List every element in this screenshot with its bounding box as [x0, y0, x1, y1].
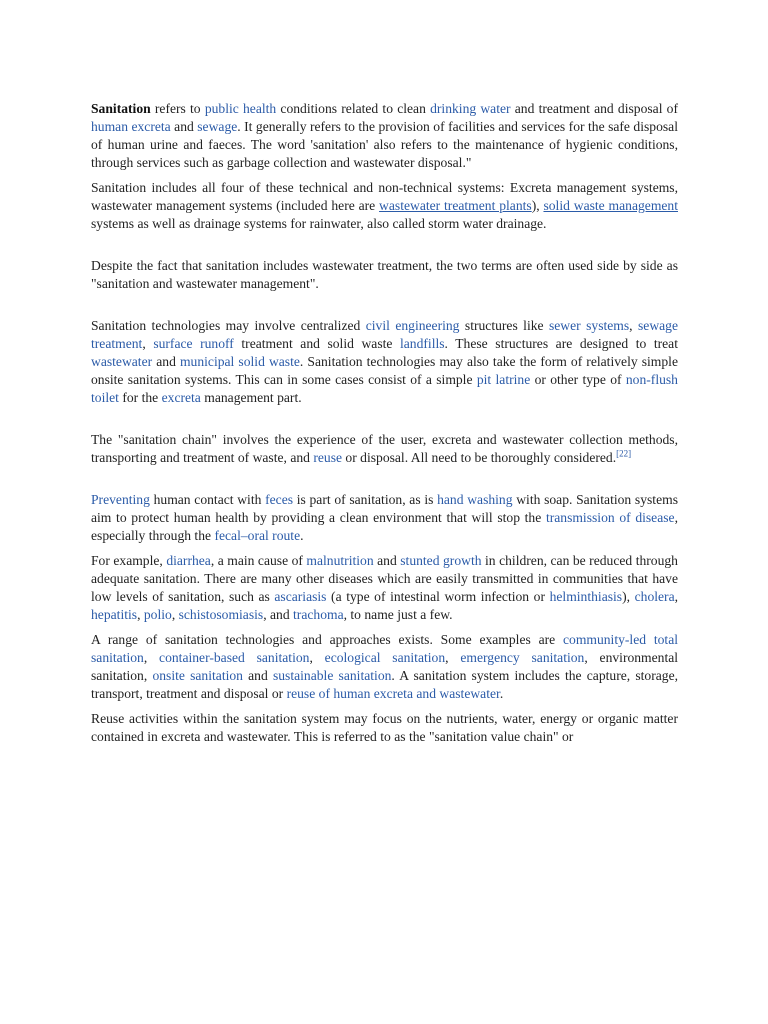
article-link[interactable]: schistosomiasis	[178, 607, 264, 622]
text-run: or disposal. All need to be thoroughly considered.	[342, 450, 617, 465]
article-link[interactable]: civil engineering	[365, 318, 460, 333]
text-run: Sanitation includes all four of these technical and non-technical systems: Excreta management systems, wastewater management systems (included here are	[91, 180, 678, 213]
text-run: . These structures are designed to treat	[444, 336, 678, 351]
text-run: refers to	[150, 101, 205, 116]
text-run: treatment and solid waste	[233, 336, 400, 351]
citation-superscript	[616, 448, 631, 458]
text-run: , to name just a few.	[343, 607, 453, 622]
text-run: . A sanitation system includes the capture, storage, transport, treatment and disposal or	[91, 668, 679, 701]
article-link[interactable]: malnutrition	[306, 553, 374, 568]
article-link[interactable]: excreta	[161, 390, 201, 405]
bold-term: Sanitation	[91, 101, 151, 116]
text-run: and	[152, 354, 180, 369]
citation-link[interactable]: [22]	[616, 448, 632, 459]
article-link[interactable]: stunted growth	[400, 553, 482, 568]
text-run: ,	[143, 650, 160, 665]
text-run: management part.	[200, 390, 302, 405]
text-run: ,	[629, 318, 638, 333]
text-run: and treatment and disposal of	[510, 101, 679, 116]
article-link[interactable]: surface runoff	[153, 336, 234, 351]
paragraph	[91, 631, 678, 703]
text-run: , environmental sanitation,	[91, 650, 679, 683]
paragraph	[91, 491, 678, 545]
article-link[interactable]: helminthiasis	[549, 589, 623, 604]
article-link[interactable]: wastewater treatment plants	[379, 198, 532, 213]
text-run: A range of sanitation technologies and approaches exists. Some examples are	[91, 632, 563, 647]
text-run: conditions related to clean	[276, 101, 431, 116]
text-run: , especially through the	[91, 510, 678, 543]
text-run: Reuse activities within the sanitation system may focus on the nutrients, water, energy or organic matter contained in excreta and wastewater. This is referred to as the "sanitation value chain" or	[91, 711, 678, 744]
article-link[interactable]: hepatitis	[91, 607, 138, 622]
paragraph	[91, 710, 678, 746]
article-link[interactable]: trachoma	[293, 607, 344, 622]
article-link[interactable]: ecological sanitation	[324, 650, 446, 665]
paragraph	[91, 100, 678, 172]
text-run: structures like	[459, 318, 549, 333]
text-run: (a type of intestinal worm infection or	[326, 589, 550, 604]
article-link[interactable]: reuse of human excreta and wastewater	[286, 686, 500, 701]
article-link[interactable]: hand washing	[437, 492, 513, 507]
article-link[interactable]: landfills	[399, 336, 445, 351]
text-run: ),	[622, 589, 635, 604]
text-run: in children, can be reduced through adequate sanitation. There are many other diseases which are easily transmitted in communities that have low levels of sanitation, such as	[91, 553, 678, 604]
article-link[interactable]: community-led total sanitation	[91, 632, 679, 665]
text-run: is part of sanitation, as is	[293, 492, 438, 507]
article-link[interactable]: ascariasis	[274, 589, 327, 604]
article-link[interactable]: public health	[204, 101, 277, 116]
article-body	[91, 100, 678, 746]
article-link[interactable]: fecal–oral route	[214, 528, 301, 543]
article-link[interactable]: sewer systems	[548, 318, 630, 333]
text-run: ,	[309, 650, 325, 665]
text-run: or other type of	[530, 372, 626, 387]
article-link[interactable]: non-flush toilet	[91, 372, 678, 405]
text-run: . Sanitation technologies may also take the form of relatively simple onsite sanitation systems. This can in some cases consist of a simple	[91, 354, 678, 387]
article-link[interactable]: solid waste management	[543, 198, 678, 213]
article-link[interactable]: container-based sanitation	[159, 650, 310, 665]
text-run: ,	[142, 336, 154, 351]
text-run: , a main cause of	[210, 553, 307, 568]
text-run: For example,	[91, 553, 167, 568]
text-run: ),	[531, 198, 544, 213]
article-link[interactable]: municipal solid waste	[179, 354, 300, 369]
article-link[interactable]: wastewater	[91, 354, 153, 369]
text-run: and	[373, 553, 401, 568]
text-run: ,	[674, 589, 679, 604]
text-run: ,	[137, 607, 144, 622]
paragraph	[91, 552, 678, 624]
article-link[interactable]: sewage	[197, 119, 238, 134]
article-link[interactable]: drinking water	[430, 101, 511, 116]
paragraph	[91, 179, 678, 233]
article-link[interactable]: cholera	[634, 589, 675, 604]
text-run: ,	[171, 607, 179, 622]
article-link[interactable]: polio	[143, 607, 172, 622]
text-run: and	[242, 668, 273, 683]
article-link[interactable]: onsite sanitation	[152, 668, 243, 683]
paragraph	[91, 257, 678, 293]
text-run: for the	[118, 390, 162, 405]
text-run: Despite the fact that sanitation includes wastewater treatment, the two terms are often used side by side as "sanitation and wastewater management".	[91, 258, 678, 291]
article-link[interactable]: emergency sanitation	[460, 650, 585, 665]
article-link[interactable]: diarrhea	[166, 553, 211, 568]
text-run: systems as well as drainage systems for rainwater, also called storm water drainage.	[91, 216, 547, 231]
text-run: .	[499, 686, 504, 701]
article-link[interactable]: sewage treatment	[91, 318, 679, 351]
text-run: . It generally refers to the provision of facilities and services for the safe disposal of human urine and faeces. The word 'sanitation' also refers to the maintenance of hygienic conditions, through services such as garbage collection and wastewater disposal."	[91, 119, 678, 170]
paragraph	[91, 317, 678, 407]
text-run: with soap. Sanitation systems aim to protect human health by providing a clean environment that will stop the	[91, 492, 678, 525]
text-run: human contact with	[149, 492, 266, 507]
article-link[interactable]: pit latrine	[476, 372, 531, 387]
text-run: ,	[445, 650, 461, 665]
article-link[interactable]: sustainable sanitation	[272, 668, 392, 683]
article-link[interactable]: reuse	[313, 450, 343, 465]
text-run: , and	[263, 607, 294, 622]
text-run: The "sanitation chain" involves the experience of the user, excreta and wastewater collection methods, transporting and treatment of waste, and	[91, 432, 678, 465]
article-link[interactable]: Preventing	[91, 492, 150, 507]
paragraph	[91, 431, 678, 467]
article-link[interactable]: feces	[265, 492, 294, 507]
text-run: .	[300, 528, 304, 543]
article-link[interactable]: human excreta	[91, 119, 171, 134]
text-run: and	[170, 119, 198, 134]
article-link[interactable]: transmission of disease	[545, 510, 675, 525]
text-run: Sanitation technologies may involve centralized	[91, 318, 366, 333]
